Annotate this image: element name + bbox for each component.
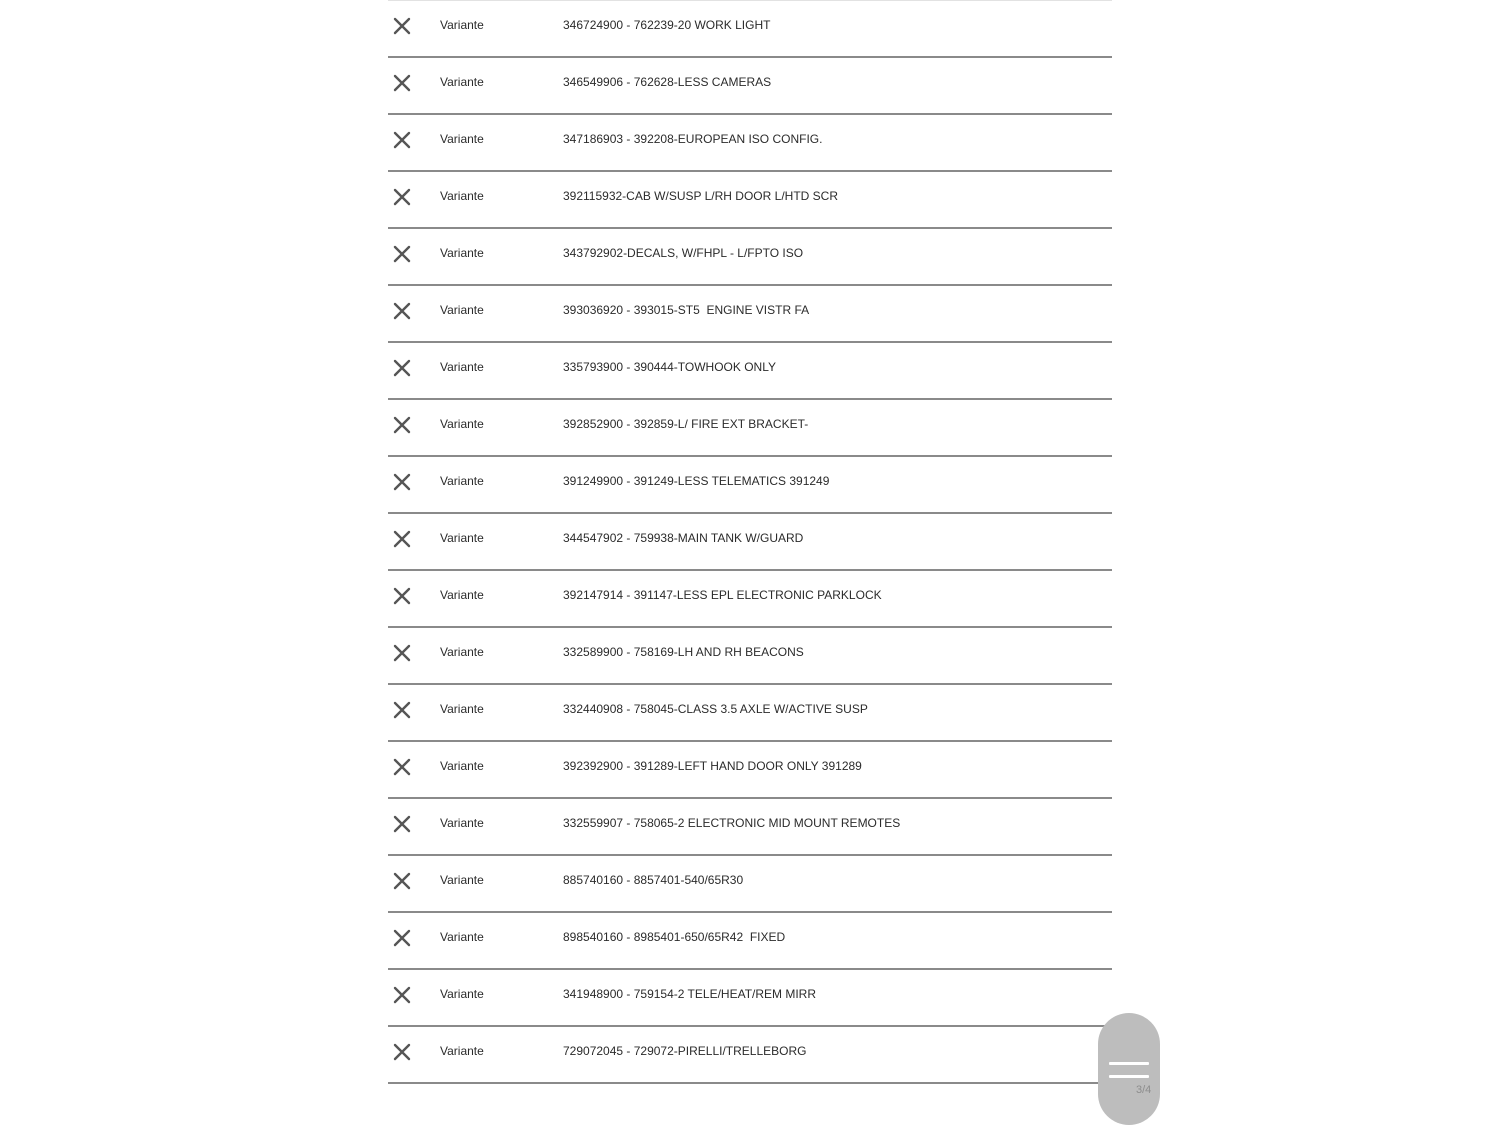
remove-variant-button[interactable]	[390, 356, 414, 380]
variant-type-label: Variante	[440, 1044, 484, 1058]
remove-variant-button[interactable]	[390, 812, 414, 836]
list-item	[388, 970, 1112, 1027]
variant-description: 346724900 - 762239-20 WORK LIGHT	[563, 18, 771, 32]
close-icon	[390, 1040, 414, 1064]
remove-variant-button[interactable]	[390, 128, 414, 152]
variant-type-label: Variante	[440, 645, 484, 659]
close-icon	[390, 413, 414, 437]
remove-variant-button[interactable]	[390, 584, 414, 608]
list-item	[388, 286, 1112, 343]
close-icon	[390, 128, 414, 152]
list-item	[388, 571, 1112, 628]
remove-variant-button[interactable]	[390, 413, 414, 437]
variant-description: 885740160 - 8857401-540/65R30	[563, 873, 744, 887]
variant-description: 347186903 - 392208-EUROPEAN ISO CONFIG.	[563, 132, 823, 146]
list-item	[388, 115, 1112, 172]
variant-list	[388, 0, 1112, 1084]
variant-description: 391249900 - 391249-LESS TELEMATICS 391249	[563, 474, 830, 488]
close-icon	[390, 527, 414, 551]
close-icon	[390, 470, 414, 494]
variant-type-label: Variante	[440, 873, 484, 887]
list-item	[388, 1, 1112, 58]
remove-variant-button[interactable]	[390, 983, 414, 1007]
remove-variant-button[interactable]	[390, 926, 414, 950]
list-item	[388, 799, 1112, 856]
remove-variant-button[interactable]	[390, 299, 414, 323]
variant-description: 392852900 - 392859-L/ FIRE EXT BRACKET-	[563, 417, 809, 431]
variant-description: 341948900 - 759154-2 TELE/HEAT/REM MIRR	[563, 987, 817, 1001]
variant-description: 332589900 - 758169-LH AND RH BEACONS	[563, 645, 804, 659]
variant-description: 335793900 - 390444-TOWHOOK ONLY	[563, 360, 776, 374]
list-item	[388, 628, 1112, 685]
variant-type-label: Variante	[440, 588, 484, 602]
list-item	[388, 343, 1112, 400]
list-item	[388, 685, 1112, 742]
variant-type-label: Variante	[440, 303, 484, 317]
variant-description: 343792902-DECALS, W/FHPL - L/FPTO ISO	[563, 246, 804, 260]
list-item	[388, 457, 1112, 514]
remove-variant-button[interactable]	[390, 1040, 414, 1064]
close-icon	[390, 641, 414, 665]
list-item	[388, 742, 1112, 799]
variant-description: 344547902 - 759938-MAIN TANK W/GUARD	[563, 531, 804, 545]
remove-variant-button[interactable]	[390, 641, 414, 665]
close-icon	[390, 299, 414, 323]
close-icon	[390, 869, 414, 893]
variant-type-label: Variante	[440, 360, 484, 374]
drag-handle-icon	[1109, 1062, 1149, 1065]
variant-type-label: Variante	[440, 987, 484, 1001]
variant-type-label: Variante	[440, 531, 484, 545]
close-icon	[390, 71, 414, 95]
close-icon	[390, 755, 414, 779]
variant-type-label: Variante	[440, 18, 484, 32]
remove-variant-button[interactable]	[390, 869, 414, 893]
variant-description: 729072045 - 729072-PIRELLI/TRELLEBORG	[563, 1044, 807, 1058]
remove-variant-button[interactable]	[390, 755, 414, 779]
variant-type-label: Variante	[440, 474, 484, 488]
remove-variant-button[interactable]	[390, 14, 414, 38]
remove-variant-button[interactable]	[390, 71, 414, 95]
variant-description: 332440908 - 758045-CLASS 3.5 AXLE W/ACTIVE SUSP	[563, 702, 868, 716]
scroll-handle[interactable]	[1098, 1013, 1160, 1125]
close-icon	[390, 698, 414, 722]
close-icon	[390, 812, 414, 836]
page-indicator: 3/4	[1136, 1084, 1152, 1096]
list-item	[388, 913, 1112, 970]
close-icon	[390, 983, 414, 1007]
variant-type-label: Variante	[440, 930, 484, 944]
list-item	[388, 400, 1112, 457]
list-item	[388, 172, 1112, 229]
close-icon	[390, 14, 414, 38]
remove-variant-button[interactable]	[390, 698, 414, 722]
list-item	[388, 856, 1112, 913]
list-item	[388, 1027, 1112, 1084]
close-icon	[390, 356, 414, 380]
list-item	[388, 229, 1112, 286]
variant-description: 392115932-CAB W/SUSP L/RH DOOR L/HTD SCR	[563, 189, 838, 203]
close-icon	[390, 584, 414, 608]
variant-description: 898540160 - 8985401-650/65R42 FIXED	[563, 930, 786, 944]
remove-variant-button[interactable]	[390, 242, 414, 266]
variant-type-label: Variante	[440, 75, 484, 89]
variant-description: 392147914 - 391147-LESS EPL ELECTRONIC PARKLOCK	[563, 588, 882, 602]
list-item	[388, 514, 1112, 571]
variant-type-label: Variante	[440, 417, 484, 431]
close-icon	[390, 242, 414, 266]
list-item	[388, 58, 1112, 115]
variant-type-label: Variante	[440, 189, 484, 203]
close-icon	[390, 926, 414, 950]
variant-description: 346549906 - 762628-LESS CAMERAS	[563, 75, 772, 89]
variant-type-label: Variante	[440, 132, 484, 146]
remove-variant-button[interactable]	[390, 185, 414, 209]
variant-description: 393036920 - 393015-ST5 ENGINE VISTR FA	[563, 303, 810, 317]
remove-variant-button[interactable]	[390, 527, 414, 551]
variant-description: 332559907 - 758065-2 ELECTRONIC MID MOUNT REMOTES	[563, 816, 901, 830]
variant-type-label: Variante	[440, 246, 484, 260]
drag-handle-icon	[1109, 1075, 1149, 1078]
close-icon	[390, 185, 414, 209]
variant-description: 392392900 - 391289-LEFT HAND DOOR ONLY 391289	[563, 759, 862, 773]
variant-type-label: Variante	[440, 816, 484, 830]
remove-variant-button[interactable]	[390, 470, 414, 494]
variant-type-label: Variante	[440, 759, 484, 773]
variant-type-label: Variante	[440, 702, 484, 716]
